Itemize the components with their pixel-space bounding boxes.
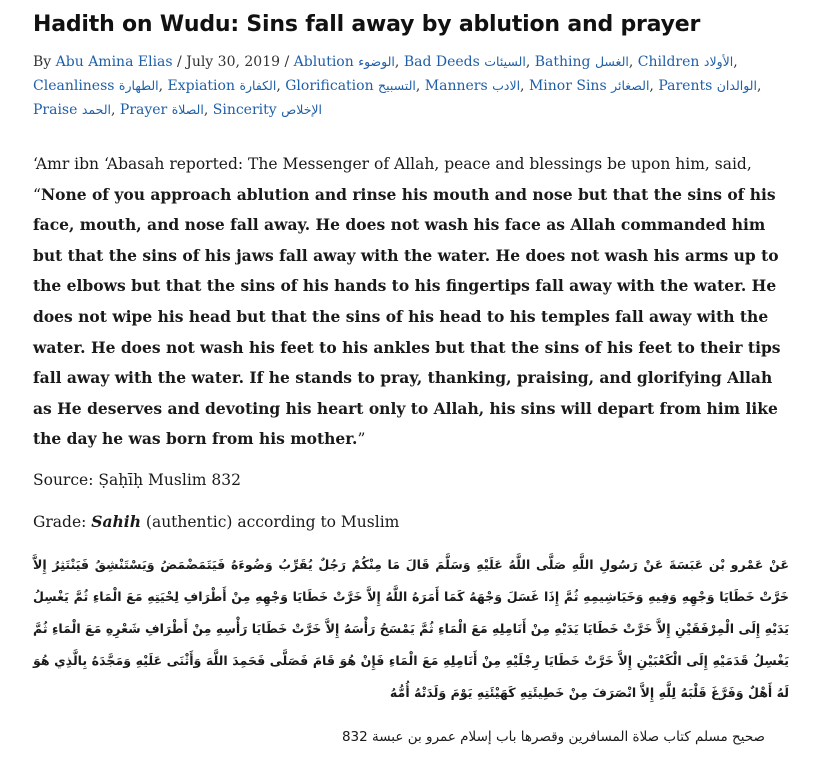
hadith-quote-end: ”: [357, 430, 366, 449]
category-link[interactable]: Minor Sins الصغائر: [528, 78, 650, 94]
post-meta: [33, 50, 789, 122]
arabic-text: عَنْ عَمْرو بْن عَبَسَةَ عَنْ رَسُولِ اللَّهِ صَلَّى اللَّهُ عَلَيْهِ وَسَلَّمَ قَالَ مَا مِنْكُمْ رَجُلٌ يُقَرِّبُ وَضُوءَهُ فَيَتَمَضْمَضُ وَيَسْتَنْشِقُ فَيَنْتَثِرُ إِلاَّ خَرَّتْ خَطَايَا وَجْهِهِ وَفِيهِ وَخَيَاشِيمِهِ ثُمَّ إِذَا غَسَلَ وَجْهَهُ كَمَا أَمَرَهُ اللَّهُ إِلاَّ خَرَّتْ خَطَايَا وَجْهِهِ مِنْ أَطْرَافِ لِحْيَتِهِ مَعَ الْمَاءِ ثُمَّ يَغْسِلُ يَدَيْهِ إِلَى الْمِرْفَقَيْنِ إِلاَّ خَرَّتْ خَطَايَا يَدَيْهِ مِنْ أَنَامِلِهِ مَعَ الْمَاءِ ثُمَّ يَمْسَحُ رَأْسَهُ إِلاَّ خَرَّتْ خَطَايَا رَأْسِهِ مِنْ أَطْرَافِ شَعْرِهِ مَعَ الْمَاءِ ثُمَّ يَغْسِلُ قَدَمَيْهِ إِلَى الْكَعْبَيْنِ إِلاَّ خَرَّتْ خَطَايَا رِجْلَيْهِ مِنْ أَنَامِلِهِ مَعَ الْمَاءِ فَإِنْ هُوَ قَامَ فَصَلَّى فَحَمِدَ اللَّهَ وَأَثْنَى عَلَيْهِ وَمَجَّدَهُ بِالَّذِي هُوَ لَهُ أَهْلٌ وَفَرَّغَ قَلْبَهُ لِلَّهِ إِلاَّ انْصَرَفَ مِنْ خَطِيئَتِهِ كَهَيْئَتِهِ يَوْمَ وَلَدَتْهُ أُمُّهُ: [33, 557, 789, 701]
post-title: Hadith on Wudu: Sins fall away by ablution and prayer: [33, 12, 701, 37]
category-link[interactable]: Expiation الكفارة: [167, 78, 277, 94]
category-link[interactable]: Glorification التسبيح: [285, 78, 416, 94]
hadith-source: Source: Ṣaḥīḥ Muslim 832: [33, 470, 241, 489]
arabic-source: صحيح مسلم كتاب صلاة المسافرين وقصرها باب إسلام عمرو بن عبسة 832: [341, 729, 765, 746]
by-label: By: [33, 54, 52, 70]
hadith-intro: ‘Amr ibn ‘Abasah reported: The Messenger of Allah, peace and blessings be upon him, said, “: [33, 155, 752, 204]
category-link[interactable]: Praise الحمد: [33, 102, 111, 118]
post-body: [33, 150, 789, 753]
category-link[interactable]: Ablution الوضوء: [293, 54, 395, 70]
meta-separator: /: [177, 54, 182, 70]
category-link[interactable]: Parents الوالدان: [658, 78, 757, 94]
category-link[interactable]: Manners الادب: [424, 78, 521, 94]
hadith-text: [33, 150, 789, 455]
category-link[interactable]: Prayer الصلاة: [119, 102, 204, 118]
grade-value: Sahih: [91, 511, 141, 531]
category-link[interactable]: Bathing الغسل: [534, 54, 629, 70]
author-link[interactable]: Abu Amina Elias: [55, 54, 173, 70]
meta-separator: /: [284, 54, 290, 70]
category-list: Ablution الوضوء, Bad Deeds السيئات, Bathing الغسل, Children الأولاد, Cleanliness الطهارة, Expiation الكفارة, Glorification التسبيح, Manners الادب, Minor Sins الصغائر, Parents الوالدان, Praise الحمد, Prayer الصلاة, Sincerity الإخلاص: [33, 54, 762, 118]
hadith-grade: [33, 507, 789, 538]
hadith-quote: None of you approach ablution and rinse his mouth and nose but that the sins of his face, mouth, and nose fall away. He does not wash his face as Allah commanded him but that the sins of his jaws fall away with the water. He does not wash his arms up to the elbows but that the sins of his hands to his fingertips fall away with the water. He does not wipe his head but that the sins of his head to his temples fall away with the water. He does not wash his feet to his ankles but that the sins of his feet to their tips fall away with the water. If he stands to pray, thanking, praising, and glorifying Allah as He deserves and devoting his heart only to Allah, his sins will depart from him like the day he was born from his mother.: [33, 184, 781, 449]
grade-rest: (authentic) according to Muslim: [145, 512, 400, 531]
grade-label: Grade:: [33, 512, 87, 531]
category-link[interactable]: Cleanliness الطهارة: [33, 78, 159, 94]
post-date: July 30, 2019: [186, 54, 281, 70]
category-link[interactable]: Sincerity الإخلاص: [212, 102, 323, 118]
category-link[interactable]: Bad Deeds السيئات: [403, 54, 526, 70]
category-link[interactable]: Children الأولاد: [637, 54, 734, 70]
